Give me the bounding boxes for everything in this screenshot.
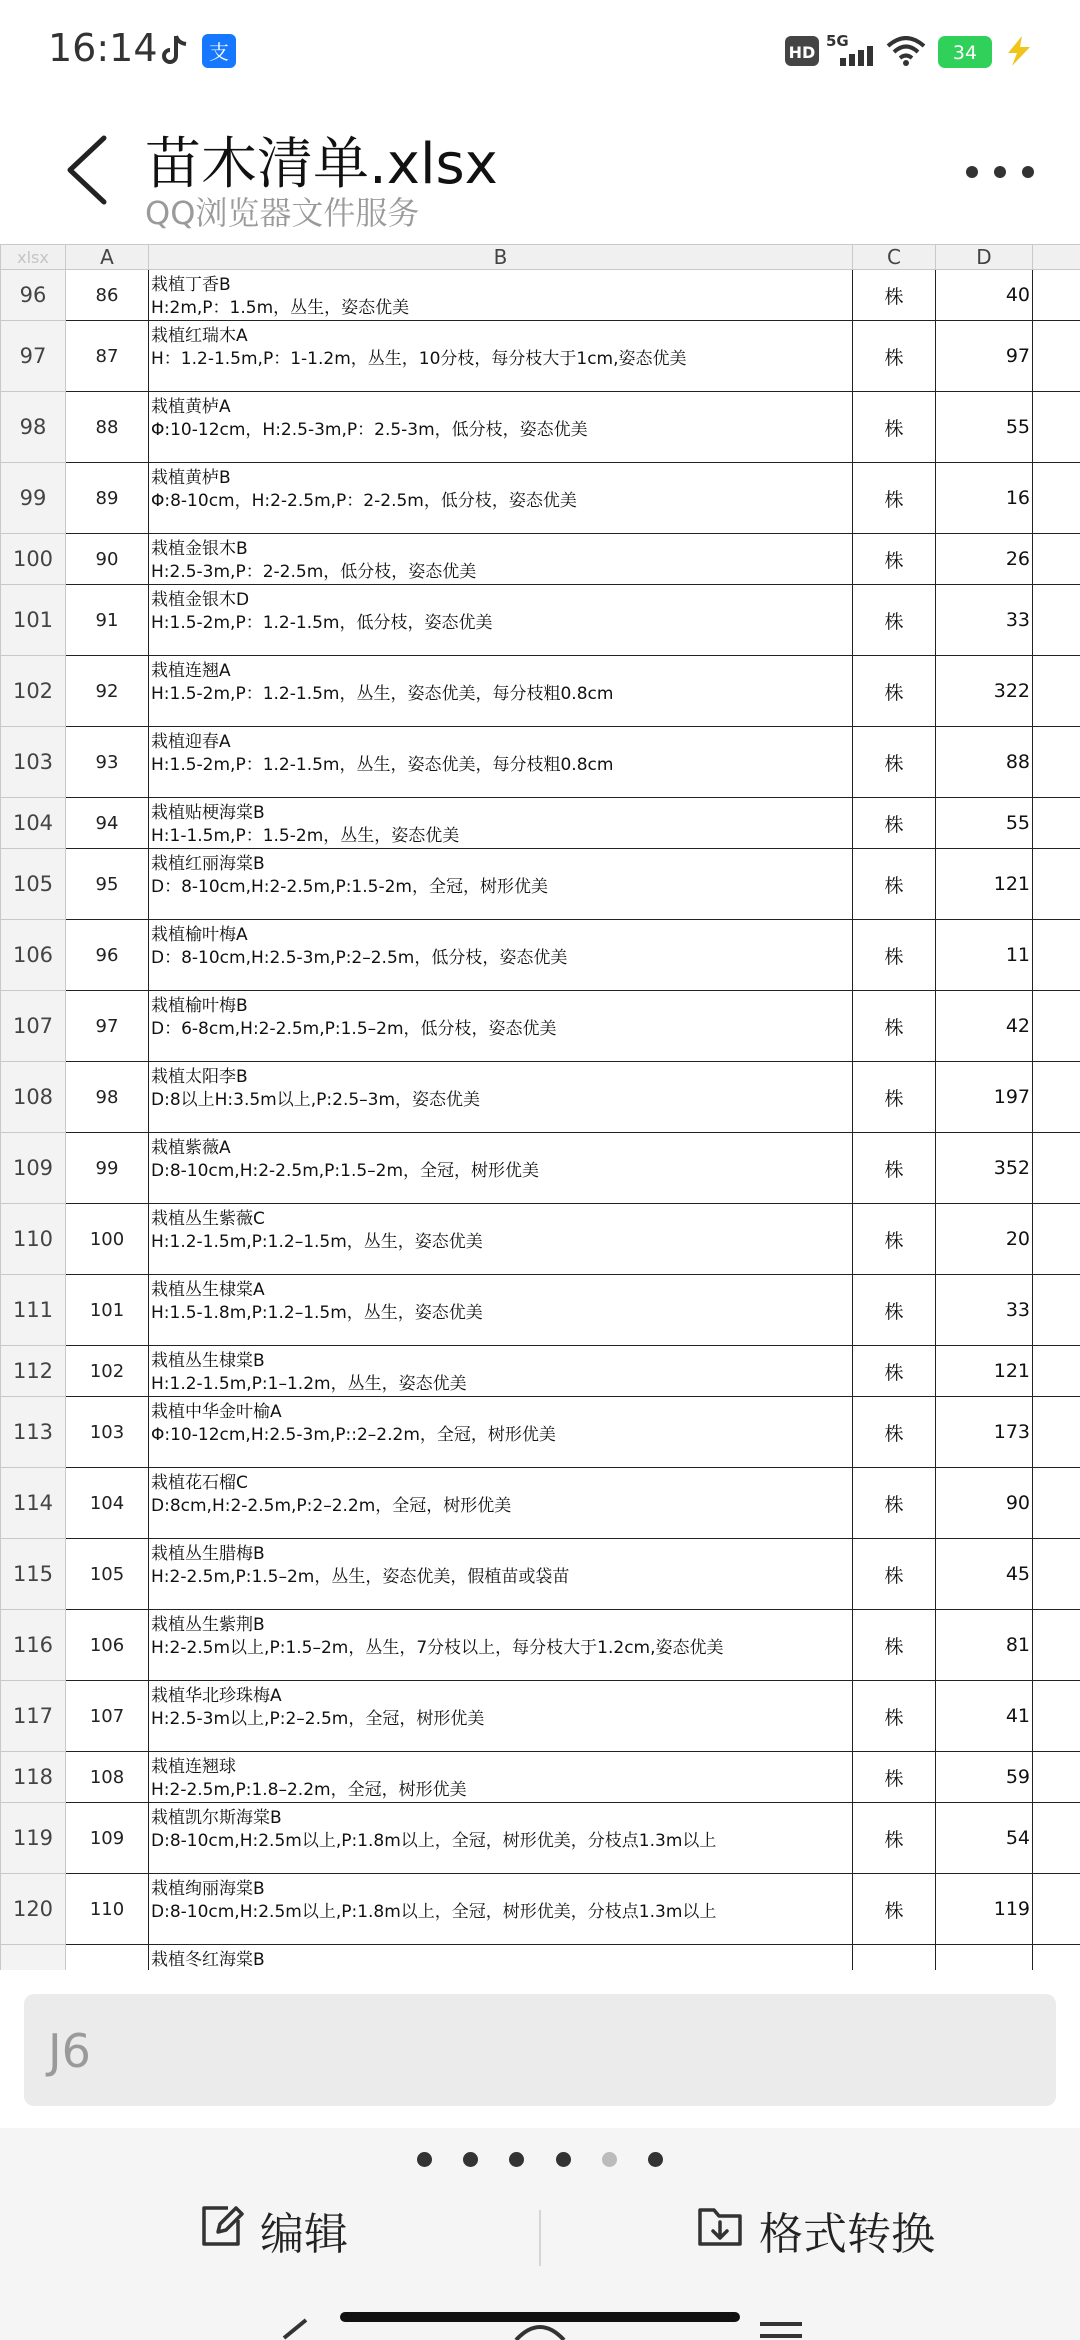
cell-d[interactable]: 97: [936, 321, 1033, 392]
cell-d[interactable]: 121: [936, 849, 1033, 920]
plant-name: 栽植榆叶梅A: [151, 925, 248, 945]
cell-c[interactable]: 株: [853, 727, 936, 798]
page-dot: [463, 2152, 478, 2167]
cell-b[interactable]: [149, 1610, 853, 1681]
table-row[interactable]: [1, 534, 1080, 585]
column-header-c[interactable]: C: [853, 245, 936, 270]
plant-spec: H:2m,P：1.5m，丛生，姿态优美: [151, 298, 410, 318]
cell-e[interactable]: [1033, 1681, 1080, 1752]
row-number[interactable]: 118: [1, 1752, 66, 1803]
table-row[interactable]: [1, 1539, 1080, 1610]
tiktok-icon: [162, 34, 188, 66]
cell-d[interactable]: 59: [936, 1752, 1033, 1803]
back-icon[interactable]: [60, 130, 120, 210]
sheet-corner[interactable]: xlsx: [1, 245, 66, 270]
cell-c[interactable]: 株: [853, 849, 936, 920]
cell-e[interactable]: [1033, 1752, 1080, 1803]
cell-a[interactable]: 86: [66, 270, 149, 321]
cell-c[interactable]: 株: [853, 1062, 936, 1133]
cell-d[interactable]: 352: [936, 1133, 1033, 1204]
cell-e[interactable]: [1033, 1803, 1080, 1874]
row-number[interactable]: 112: [1, 1346, 66, 1397]
cell-c[interactable]: 株: [853, 392, 936, 463]
row-number[interactable]: 106: [1, 920, 66, 991]
plant-spec: D:8以上H:3.5m以上,P:2.5–3m，姿态优美: [151, 1090, 481, 1110]
row-number[interactable]: 113: [1, 1397, 66, 1468]
cell-e[interactable]: [1033, 534, 1080, 585]
cell-a[interactable]: 110: [66, 1874, 149, 1945]
cell-d[interactable]: 55: [936, 798, 1033, 849]
cell-a[interactable]: 108: [66, 1752, 149, 1803]
table-row[interactable]: [1, 920, 1080, 991]
row-number[interactable]: [1, 1945, 66, 1971]
cell-e[interactable]: [1033, 1468, 1080, 1539]
row-number[interactable]: 100: [1, 534, 66, 585]
cell-b[interactable]: [149, 656, 853, 727]
table-row[interactable]: [1, 727, 1080, 798]
nav-recents-icon[interactable]: [756, 2318, 806, 2340]
cell-reference: J6: [48, 2024, 91, 2078]
cell-d[interactable]: 55: [936, 392, 1033, 463]
cell-c[interactable]: 株: [853, 1803, 936, 1874]
plant-spec: H:1.2-1.5m,P:1–1.2m，丛生，姿态优美: [151, 1374, 467, 1394]
cell-a[interactable]: 93: [66, 727, 149, 798]
spreadsheet-grid[interactable]: [0, 244, 1080, 1970]
cell-a[interactable]: 100: [66, 1204, 149, 1275]
plant-name: 栽植红丽海棠B: [151, 854, 265, 874]
plant-spec: Φ:8-10cm，H:2-2.5m,P：2-2.5m，低分枝，姿态优美: [151, 491, 577, 511]
cell-d[interactable]: 41: [936, 1681, 1033, 1752]
table-row[interactable]: [1, 585, 1080, 656]
row-number[interactable]: 108: [1, 1062, 66, 1133]
cell-e[interactable]: [1033, 1275, 1080, 1346]
cell-c[interactable]: 株: [853, 1397, 936, 1468]
cell-a[interactable]: 88: [66, 392, 149, 463]
cell-a[interactable]: 99: [66, 1133, 149, 1204]
cell-e[interactable]: [1033, 991, 1080, 1062]
folder-convert-icon: [697, 2204, 743, 2248]
hd-icon: [785, 36, 819, 66]
cell-b[interactable]: [149, 392, 853, 463]
cell-d[interactable]: 11: [936, 920, 1033, 991]
table-row[interactable]: [1, 1945, 1080, 1971]
page-dot: [648, 2152, 663, 2167]
plant-spec: H:1-1.5m,P：1.5-2m，丛生，姿态优美: [151, 826, 460, 846]
plant-spec: H：1.2-1.5m,P：1-1.2m，丛生，10分枝，每分枝大于1cm,姿态优美: [151, 349, 687, 369]
plant-spec: D:8-10cm,H:2.5m以上,P:1.8m以上，全冠，树形优美，分枝点1.3m以上: [151, 1902, 717, 1922]
cell-e[interactable]: [1033, 321, 1080, 392]
plant-spec: H:2-2.5m以上,P:1.5–2m，丛生，7分枝以上，每分枝大于1.2cm,姿态优美: [151, 1638, 724, 1658]
table-row[interactable]: [1, 991, 1080, 1062]
row-number[interactable]: 105: [1, 849, 66, 920]
table-row[interactable]: [1, 798, 1080, 849]
plant-name: 栽植紫薇A: [151, 1138, 231, 1158]
charging-icon: [1002, 36, 1034, 66]
table-row[interactable]: [1, 1874, 1080, 1945]
cell-a[interactable]: 94: [66, 798, 149, 849]
edit-button[interactable]: [198, 2188, 458, 2268]
cell-b[interactable]: [149, 727, 853, 798]
page-subtitle: QQ浏览器文件服务: [145, 194, 420, 232]
plant-name: 栽植华北珍珠梅A: [151, 1686, 282, 1706]
cell-d[interactable]: 322: [936, 656, 1033, 727]
plant-name: 栽植连翘A: [151, 661, 231, 681]
edit-label: 编辑: [260, 2209, 348, 2260]
cell-b[interactable]: [149, 1874, 853, 1945]
plant-name: 栽植丛生紫荆B: [151, 1615, 265, 1635]
page-dot: [417, 2152, 432, 2167]
cell-e[interactable]: [1033, 920, 1080, 991]
plant-name: 栽植榆叶梅B: [151, 996, 248, 1016]
cell-e[interactable]: [1033, 1133, 1080, 1204]
cell-b[interactable]: [149, 1346, 853, 1397]
plant-name: 栽植丛生腊梅B: [151, 1544, 265, 1564]
cell-c[interactable]: 株: [853, 270, 936, 321]
cell-a[interactable]: 98: [66, 1062, 149, 1133]
row-number[interactable]: 110: [1, 1204, 66, 1275]
cell-e[interactable]: [1033, 1397, 1080, 1468]
cell-c[interactable]: 株: [853, 585, 936, 656]
signal-5g-icon: [826, 32, 878, 68]
gesture-handle[interactable]: [340, 2312, 740, 2322]
plant-name: 栽植丛生棣棠B: [151, 1351, 265, 1371]
plant-name: 栽植迎春A: [151, 732, 231, 752]
row-number[interactable]: 98: [1, 392, 66, 463]
cell-e[interactable]: [1033, 1874, 1080, 1945]
cell-a[interactable]: [66, 1945, 149, 1971]
cell-a[interactable]: 104: [66, 1468, 149, 1539]
cell-a[interactable]: 95: [66, 849, 149, 920]
plant-spec: D：6-8cm,H:2-2.5m,P:1.5–2m，低分枝，姿态优美: [151, 1019, 557, 1039]
cell-c[interactable]: 株: [853, 1468, 936, 1539]
bottom-toolbar: [0, 2128, 1080, 2340]
row-number[interactable]: 104: [1, 798, 66, 849]
table-row[interactable]: [1, 1204, 1080, 1275]
plant-name: 栽植冬红海棠B: [151, 1950, 265, 1970]
plant-spec: D:8-10cm,H:2-2.5m,P:1.5–2m，全冠，树形优美: [151, 1161, 540, 1181]
cell-c[interactable]: 株: [853, 991, 936, 1062]
cell-e[interactable]: [1033, 392, 1080, 463]
cell-d[interactable]: 40: [936, 270, 1033, 321]
cell-c[interactable]: 株: [853, 798, 936, 849]
row-number[interactable]: 116: [1, 1610, 66, 1681]
page-dot: [556, 2152, 571, 2167]
plant-spec: H:2-2.5m,P:1.5–2m，丛生，姿态优美，假植苗或袋苗: [151, 1567, 570, 1587]
plant-spec: D:8cm,H:2-2.5m,P:2–2.2m，全冠，树形优美: [151, 1496, 512, 1516]
cell-d[interactable]: 88: [936, 727, 1033, 798]
plant-name: 栽植绚丽海棠B: [151, 1879, 265, 1899]
cell-d[interactable]: 42: [936, 991, 1033, 1062]
plant-spec: Φ:10-12cm，H:2.5-3m,P：2.5-3m，低分枝，姿态优美: [151, 420, 588, 440]
cell-e[interactable]: [1033, 1610, 1080, 1681]
plant-spec: D：8-10cm,H:2.5-3m,P:2–2.5m，低分枝，姿态优美: [151, 948, 568, 968]
plant-spec: D：8-10cm,H:2-2.5m,P:1.5-2m，全冠，树形优美: [151, 877, 548, 897]
cell-reference-bar[interactable]: [24, 1994, 1056, 2106]
cell-a[interactable]: 105: [66, 1539, 149, 1610]
plant-name: 栽植红瑞木A: [151, 326, 248, 346]
cell-d[interactable]: 45: [936, 1539, 1033, 1610]
cell-c[interactable]: 株: [853, 321, 936, 392]
cell-b[interactable]: [149, 1945, 853, 1971]
cell-c[interactable]: 株: [853, 1133, 936, 1204]
plant-name: 栽植贴梗海棠B: [151, 803, 265, 823]
row-number[interactable]: 109: [1, 1133, 66, 1204]
cell-d[interactable]: 121: [936, 1346, 1033, 1397]
cell-b[interactable]: [149, 1275, 853, 1346]
cell-c[interactable]: 株: [853, 920, 936, 991]
column-header-e[interactable]: [1033, 245, 1080, 270]
table-row[interactable]: [1, 321, 1080, 392]
plant-name: 栽植花石榴C: [151, 1473, 248, 1493]
cell-a[interactable]: 102: [66, 1346, 149, 1397]
cell-b[interactable]: [149, 1681, 853, 1752]
row-number[interactable]: 97: [1, 321, 66, 392]
cell-e[interactable]: [1033, 1062, 1080, 1133]
table-row[interactable]: [1, 1346, 1080, 1397]
plant-name: 栽植黄栌A: [151, 397, 231, 417]
cell-e[interactable]: [1033, 1204, 1080, 1275]
plant-spec: D:8-10cm,H:2.5m以上,P:1.8m以上，全冠，树形优美，分枝点1.3m以上: [151, 1831, 717, 1851]
column-header-b[interactable]: B: [149, 245, 853, 270]
plant-spec: H:1.5-2m,P：1.2-1.5m，丛生，姿态优美，每分枝粗0.8cm: [151, 755, 614, 775]
cell-c[interactable]: [853, 1945, 936, 1971]
plant-name: 栽植连翘球: [151, 1757, 236, 1777]
cell-d[interactable]: 119: [936, 1874, 1033, 1945]
cell-a[interactable]: 106: [66, 1610, 149, 1681]
row-number[interactable]: 115: [1, 1539, 66, 1610]
cell-d[interactable]: 173: [936, 1397, 1033, 1468]
table-row[interactable]: [1, 1397, 1080, 1468]
cell-b[interactable]: [149, 270, 853, 321]
battery-icon: [938, 36, 998, 68]
cell-c[interactable]: 株: [853, 1346, 936, 1397]
cell-b[interactable]: [149, 1752, 853, 1803]
cell-b[interactable]: [149, 1062, 853, 1133]
row-number[interactable]: 96: [1, 270, 66, 321]
cell-a[interactable]: 89: [66, 463, 149, 534]
cell-a[interactable]: 91: [66, 585, 149, 656]
column-header-row: [1, 245, 1080, 270]
plant-name: 栽植丁香B: [151, 275, 231, 295]
cell-b[interactable]: [149, 1539, 853, 1610]
cell-e[interactable]: [1033, 1539, 1080, 1610]
cell-e[interactable]: [1033, 1945, 1080, 1971]
nav-back-icon[interactable]: [276, 2318, 326, 2340]
more-options-icon[interactable]: [960, 152, 1040, 192]
table-row[interactable]: [1, 463, 1080, 534]
cell-e[interactable]: [1033, 463, 1080, 534]
row-number[interactable]: 107: [1, 991, 66, 1062]
plant-name: 栽植丛生紫薇C: [151, 1209, 265, 1229]
cell-c[interactable]: 株: [853, 1752, 936, 1803]
cell-b[interactable]: [149, 1397, 853, 1468]
cell-a[interactable]: 97: [66, 991, 149, 1062]
app-bar: [0, 100, 1080, 240]
cell-b[interactable]: [149, 991, 853, 1062]
cell-c[interactable]: 株: [853, 1681, 936, 1752]
cell-c[interactable]: 株: [853, 1275, 936, 1346]
cell-e[interactable]: [1033, 270, 1080, 321]
row-number[interactable]: 119: [1, 1803, 66, 1874]
cell-b[interactable]: [149, 1204, 853, 1275]
toolbar-divider: [539, 2210, 541, 2266]
cell-b[interactable]: [149, 1803, 853, 1874]
plant-name: 栽植太阳李B: [151, 1067, 248, 1087]
svg-text:支: 支: [209, 40, 229, 64]
table-row[interactable]: [1, 1752, 1080, 1803]
plant-spec: H:1.5-2m,P：1.2-1.5m，低分枝，姿态优美: [151, 613, 493, 633]
cell-c[interactable]: 株: [853, 1874, 936, 1945]
plant-name: 栽植丛生棣棠A: [151, 1280, 265, 1300]
plant-name: 栽植金银木B: [151, 539, 248, 559]
cell-c[interactable]: 株: [853, 1539, 936, 1610]
cell-d[interactable]: 16: [936, 463, 1033, 534]
cell-b[interactable]: [149, 798, 853, 849]
cell-e[interactable]: [1033, 798, 1080, 849]
table-row[interactable]: [1, 1681, 1080, 1752]
row-number[interactable]: 111: [1, 1275, 66, 1346]
cell-a[interactable]: 87: [66, 321, 149, 392]
table-row[interactable]: [1, 392, 1080, 463]
cell-c[interactable]: 株: [853, 1610, 936, 1681]
row-number[interactable]: 99: [1, 463, 66, 534]
cell-e[interactable]: [1033, 727, 1080, 798]
row-number[interactable]: 117: [1, 1681, 66, 1752]
cell-c[interactable]: 株: [853, 534, 936, 585]
cell-e[interactable]: [1033, 849, 1080, 920]
plant-spec: H:2.5-3m以上,P:2–2.5m，全冠，树形优美: [151, 1709, 485, 1729]
spreadsheet[interactable]: [0, 244, 1080, 1970]
plant-spec: H:1.5-1.8m,P:1.2–1.5m，丛生，姿态优美: [151, 1303, 483, 1323]
cell-b[interactable]: [149, 920, 853, 991]
cell-d[interactable]: 33: [936, 585, 1033, 656]
cell-d[interactable]: 33: [936, 1275, 1033, 1346]
plant-name: 栽植黄栌B: [151, 468, 231, 488]
plant-spec: Φ:10-12cm,H:2.5-3m,P::2–2.2m，全冠，树形优美: [151, 1425, 556, 1445]
cell-a[interactable]: 107: [66, 1681, 149, 1752]
cell-c[interactable]: 株: [853, 1204, 936, 1275]
cell-d[interactable]: 54: [936, 1803, 1033, 1874]
cell-b[interactable]: [149, 321, 853, 392]
table-row[interactable]: [1, 1062, 1080, 1133]
cell-d[interactable]: 81: [936, 1610, 1033, 1681]
cell-b[interactable]: [149, 534, 853, 585]
format-convert-button[interactable]: [697, 2188, 957, 2268]
column-header-d[interactable]: D: [936, 245, 1033, 270]
plant-name: 栽植凯尔斯海棠B: [151, 1808, 282, 1828]
cell-e[interactable]: [1033, 656, 1080, 727]
row-number[interactable]: 102: [1, 656, 66, 727]
status-bar: [0, 0, 1080, 100]
cell-b[interactable]: [149, 849, 853, 920]
table-row[interactable]: [1, 1275, 1080, 1346]
cell-b[interactable]: [149, 1468, 853, 1539]
table-row[interactable]: [1, 1610, 1080, 1681]
plant-spec: H:2-2.5m,P:1.8–2.2m，全冠，树形优美: [151, 1780, 467, 1800]
plant-name: 栽植金银木D: [151, 590, 250, 610]
cell-a[interactable]: 96: [66, 920, 149, 991]
cell-a[interactable]: 92: [66, 656, 149, 727]
page-dot: [509, 2152, 524, 2167]
status-time: 16:14: [48, 26, 158, 70]
nav-home-icon[interactable]: [512, 2320, 568, 2340]
table-row[interactable]: [1, 270, 1080, 321]
row-number[interactable]: 120: [1, 1874, 66, 1945]
table-row[interactable]: [1, 1133, 1080, 1204]
edit-icon: [198, 2202, 244, 2250]
cell-c[interactable]: 株: [853, 463, 936, 534]
cell-b[interactable]: [149, 585, 853, 656]
cell-e[interactable]: [1033, 1346, 1080, 1397]
table-row[interactable]: [1, 1803, 1080, 1874]
cell-d[interactable]: 20: [936, 1204, 1033, 1275]
cell-b[interactable]: [149, 463, 853, 534]
page-indicator: [0, 2152, 1080, 2171]
signal-label: 5G: [826, 32, 849, 50]
page-dot-active: [602, 2152, 617, 2167]
row-number[interactable]: 114: [1, 1468, 66, 1539]
alipay-icon: [202, 34, 236, 68]
cell-d[interactable]: 197: [936, 1062, 1033, 1133]
row-number[interactable]: 101: [1, 585, 66, 656]
column-header-a[interactable]: A: [66, 245, 149, 270]
plant-name: 栽植中华金叶榆A: [151, 1402, 282, 1422]
plant-spec: H:2.5-3m,P：2-2.5m，低分枝，姿态优美: [151, 562, 477, 582]
row-number[interactable]: 103: [1, 727, 66, 798]
table-row[interactable]: [1, 656, 1080, 727]
cell-d[interactable]: [936, 1945, 1033, 1971]
cell-e[interactable]: [1033, 585, 1080, 656]
cell-a[interactable]: 101: [66, 1275, 149, 1346]
table-row[interactable]: [1, 1468, 1080, 1539]
cell-c[interactable]: 株: [853, 656, 936, 727]
page-title: 苗木清单.xlsx: [145, 132, 498, 197]
cell-a[interactable]: 109: [66, 1803, 149, 1874]
cell-a[interactable]: 90: [66, 534, 149, 585]
cell-d[interactable]: 26: [936, 534, 1033, 585]
format-convert-label: 格式转换: [759, 2209, 935, 2260]
plant-spec: H:1.5-2m,P：1.2-1.5m，丛生，姿态优美，每分枝粗0.8cm: [151, 684, 614, 704]
wifi-icon: [886, 36, 926, 66]
cell-a[interactable]: 103: [66, 1397, 149, 1468]
table-row[interactable]: [1, 849, 1080, 920]
plant-spec: H:1.2-1.5m,P:1.2–1.5m，丛生，姿态优美: [151, 1232, 483, 1252]
cell-b[interactable]: [149, 1133, 853, 1204]
cell-d[interactable]: 90: [936, 1468, 1033, 1539]
battery-level: 34: [952, 42, 978, 64]
hd-label: HD: [788, 43, 816, 62]
